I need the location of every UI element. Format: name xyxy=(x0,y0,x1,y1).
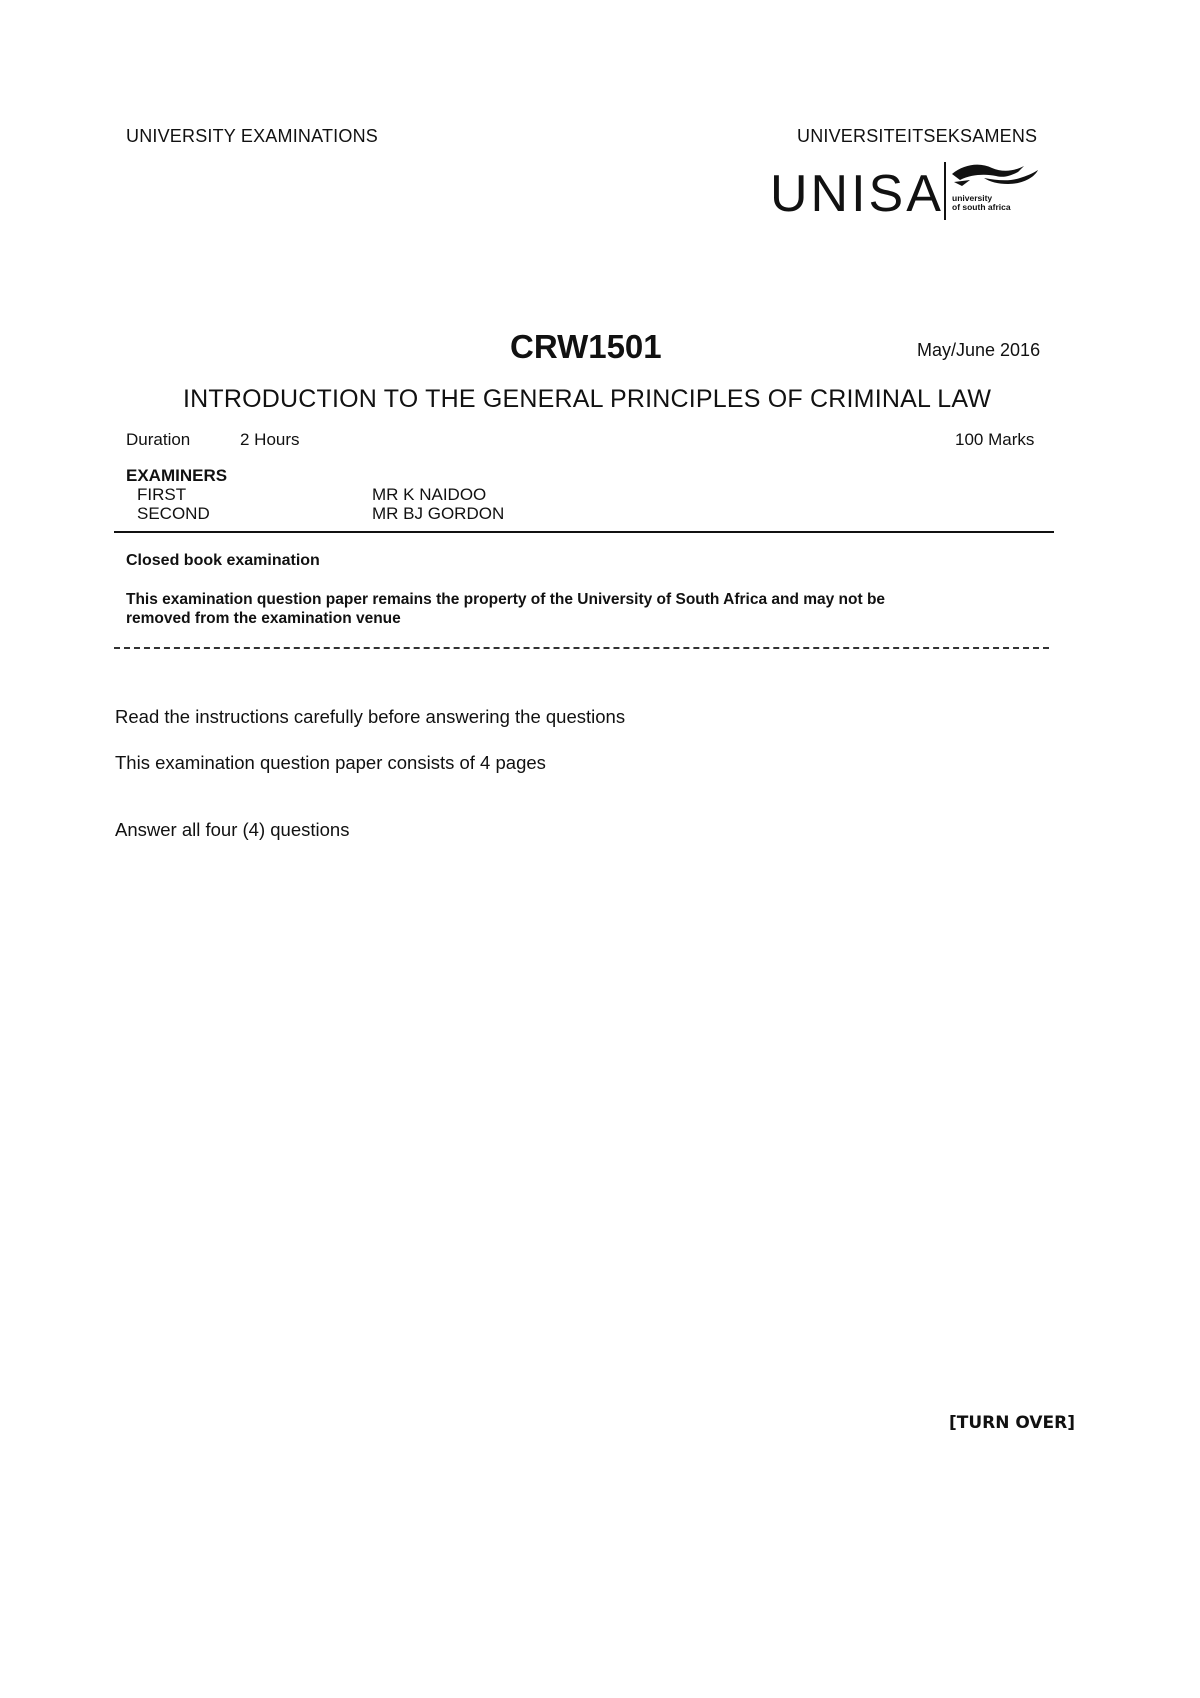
total-marks: 100 Marks xyxy=(955,430,1035,449)
course-code: CRW1501 xyxy=(510,328,662,365)
header-right: UNIVERSITEITSEKSAMENS xyxy=(797,126,1038,146)
header-left: UNIVERSITY EXAMINATIONS xyxy=(126,126,378,146)
property-notice: This examination question paper remains the property of the University of South Africa and may not be removed from the examination venue xyxy=(126,591,886,627)
turn-over-label: [TURN OVER] xyxy=(949,1413,1076,1433)
examiner-second-name: MR BJ GORDON xyxy=(372,504,505,523)
instruction-read: Read the instructions carefully before answering the questions xyxy=(115,706,626,727)
duration-label: Duration xyxy=(126,430,191,449)
instruction-answer: Answer all four (4) questions xyxy=(115,819,350,840)
unisa-logo xyxy=(770,160,1040,230)
logo-bird-icon xyxy=(950,160,1040,194)
examiners-heading: EXAMINERS xyxy=(126,466,228,485)
examiner-first-name: MR K NAIDOO xyxy=(372,485,487,504)
closed-book-notice: Closed book examination xyxy=(126,552,320,569)
logo-tagline: university of south africa xyxy=(952,193,1011,212)
exam-session: May/June 2016 xyxy=(917,340,1041,360)
examiner-second-label: SECOND xyxy=(137,504,210,523)
logo-divider xyxy=(944,162,946,220)
duration-value: 2 Hours xyxy=(240,430,300,449)
divider-rule xyxy=(114,531,1054,533)
instruction-pages: This examination question paper consists of 4 pages xyxy=(115,752,546,773)
course-title: INTRODUCTION TO THE GENERAL PRINCIPLES OF CRIMINAL LAW xyxy=(183,385,992,413)
logo-wordmark: UNISA xyxy=(770,165,944,223)
examiner-first-label: FIRST xyxy=(137,485,187,504)
dashed-divider xyxy=(114,647,1049,649)
